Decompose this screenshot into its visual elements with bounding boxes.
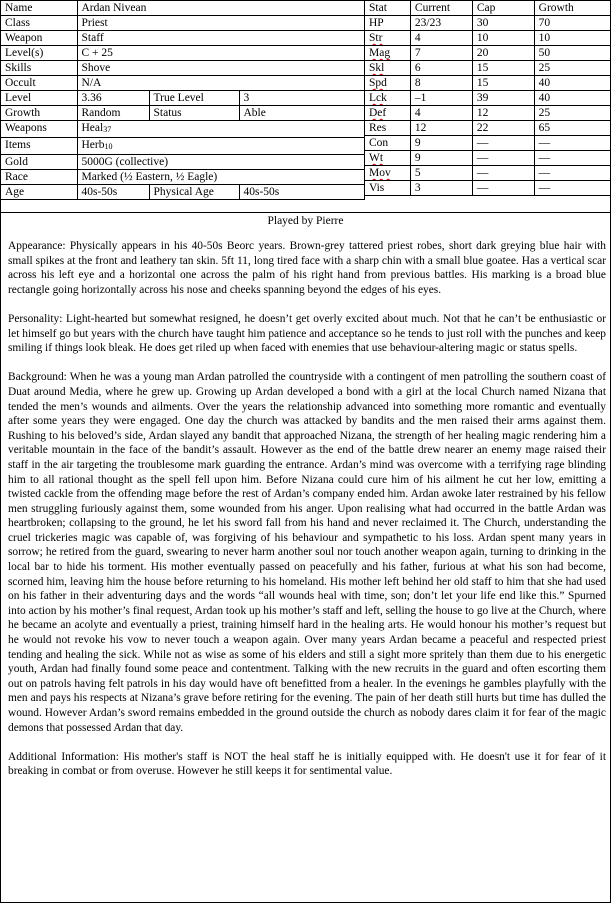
stat-name — [365, 76, 411, 91]
stat-growth: 70 — [534, 16, 610, 31]
stat-row-wt — [365, 151, 611, 166]
stat-cap: 22 — [472, 121, 534, 136]
row-growth — [1, 106, 364, 121]
stat-name — [365, 46, 411, 61]
stat-cap: — — [472, 136, 534, 151]
row-gold — [1, 155, 364, 170]
stat-abbrev: Wt — [369, 152, 384, 164]
stat-cap: — — [472, 181, 534, 196]
stat-cap: — — [472, 151, 534, 166]
header-stat: Stat — [365, 1, 411, 16]
stat-current: 7 — [410, 46, 472, 61]
stats-header-row — [365, 1, 611, 16]
stat-abbrev: Def — [369, 107, 387, 119]
label-class: Class — [1, 16, 77, 31]
stat-current: 12 — [410, 121, 472, 136]
value-level: 3.36 — [77, 91, 149, 106]
stat-name — [365, 31, 411, 46]
stat-cap: — — [472, 166, 534, 181]
stat-name: Res — [365, 121, 411, 136]
stat-cap: 20 — [472, 46, 534, 61]
stat-name: Con — [365, 136, 411, 151]
stat-current: 8 — [410, 76, 472, 91]
stat-name — [365, 61, 411, 76]
label-physical-age: Physical Age — [149, 185, 239, 200]
stat-current: 6 — [410, 61, 472, 76]
item-herb: Herb — [81, 139, 105, 151]
stat-current: 4 — [410, 31, 472, 46]
value-skills: Shove — [77, 61, 364, 76]
value-items — [77, 138, 364, 155]
row-race — [1, 170, 364, 185]
stat-cap: 15 — [472, 76, 534, 91]
stat-growth: — — [534, 181, 610, 196]
stat-abbrev: Str — [369, 32, 383, 44]
value-name: Ardan Nivean — [77, 1, 364, 16]
stats-table — [364, 1, 610, 196]
label-skills: Skills — [1, 61, 77, 76]
value-gold: 5000G (collective) — [77, 155, 364, 170]
stat-current: 4 — [410, 106, 472, 121]
stat-name — [365, 106, 411, 121]
value-weapons — [77, 121, 364, 138]
background-paragraph: Background: When he was a young man Ardan patrolled the countryside with a contingent of men patrolling the southern coast of Duat around Media, where he grew up. Growing up Ardan developed a bond with a girl at the local Church named Nizana that tended the men’s wounds and ailments. Over the years the relationship advanced into something more romantic and eventually after some years they were engaged. One day the church was attacked by bandits and the men raised their arms against them. Rushing to his beloved’s side, Ardan slayed any bandit that approached Nizana, the strength of her healing magic rendering him a veritable mountain in the face of the bandit’s assault. However as the end of the battle drew nearer an enemy mage raised their staff in the air targeting the troublesome mark guarding the entrance. Ardan’s mind was overcome with a terrifying rage blinding him to all rational thought as the spell fell upon him. Before Nizana could cure him of his ailment he cut her low, emitting a twisted cackle from the offending mage before the rest of Ardan’s company ended him. Ardan awoke later restrained by his fellow men struggling furiously against them, some wounded from his anger. Upon realising what had occurred in the battle Ardan was heartbroken; collapsing to the ground, he let his sword fall from his hand and never reclaimed it. The Church, understanding the cruel trickeries magic was capable of, was forgiving of his behaviour and sympathetic to his loss. Ardan spent many years in sorrow; he retired from the guard, swearing to never harm another soul nor touch another weapon again, turning to drinking in the local bar to hide his torment. His mother eventually passed on peacefully and his father, furious at what his son had become, scorned him, leaving him the house before returning to his homeland. His mother left behind her old staff to him that she had used on his father in their adventuring days and the words “all wounds heal with time, son; don’t let your life end like this.” Spurned into action by his mother’s final request, Ardan took up his mother’s staff and left, selling the house to go live at the Church, where he became an acolyte and eventually a priest, training himself hard in the healing arts. He would honour his mother’s request but he would not revoke his vow to never touch a weapon again. Over many years Ardan became a peaceful and respected priest tending and healing the sick. While not as wise as some of his elders and still a sight more spritely than them due to his energetic youth, Ardan had finally found some peace and contentment. Talking with the new recruits in the guard and often escorting them out on patrols having felt patrols in his day would have oft benefitted from a healer. In the evenings he gambles playfully with the men and pays his respects at Nizana’s grave before retiring for the evening. The pain of her death still hurts but time has dulled the wound. However Ardan’s sword remains embedded in the ground outside the church as nobody dares claim it for fear of the magic demons that possessed Ardan that day. — [8, 371, 606, 734]
stat-name — [365, 91, 411, 106]
value-age: 40s-50s — [77, 185, 149, 200]
stat-growth: 40 — [534, 91, 610, 106]
stat-abbrev: Mov — [369, 167, 391, 179]
stat-name — [365, 151, 411, 166]
row-levels — [1, 46, 364, 61]
stat-growth: 50 — [534, 46, 610, 61]
stat-current: 3 — [410, 181, 472, 196]
row-occult — [1, 76, 364, 91]
header-current: Current — [410, 1, 472, 16]
stat-growth: 10 — [534, 31, 610, 46]
stat-name — [365, 166, 411, 181]
label-true-level: True Level — [149, 91, 239, 106]
stat-cap: 12 — [472, 106, 534, 121]
row-weapon — [1, 31, 364, 46]
character-info-table — [1, 1, 365, 200]
stat-growth: 25 — [534, 106, 610, 121]
value-true-level: 3 — [239, 91, 364, 106]
appearance-paragraph: Appearance: Physically appears in his 40-50s Beorc years. Brown-grey tattered priest robes, short dark greying blue hair with small spikes at the front and leathery tan skin. 5ft 11, long tired face with a sharp chin with a small blue goatee. Has a vertical scar across his left eye and a horizontal one across the palm of his right hand from previous battles. His marking is a broad blue rectangle going horizontally across his nose and cheeks spanning beyond the edges of his eyes. — [8, 240, 606, 296]
stat-current: 23/23 — [410, 16, 472, 31]
label-growth: Growth — [1, 106, 77, 121]
value-levels: C + 25 — [77, 46, 364, 61]
stat-growth: — — [534, 151, 610, 166]
value-weapon: Staff — [77, 31, 364, 46]
personality-paragraph: Personality: Light-hearted but somewhat resigned, he doesn’t get overly excited about much. Not that he can’t be enthusiastic or let himself go but years with the church have taught him patience and acceptance so he tends to just roll with the punches and keep smiling if things look bleak. He does get riled up when faced with enemies that use behaviour-altering magic or status spells. — [8, 312, 606, 355]
header-growth: Growth — [534, 1, 610, 16]
stat-abbrev: Skl — [369, 62, 385, 74]
label-race: Race — [1, 170, 77, 185]
label-age: Age — [1, 185, 77, 200]
stat-row-mov — [365, 166, 611, 181]
value-race: Marked (½ Eastern, ½ Eagle) — [77, 170, 364, 185]
value-physical-age: 40s-50s — [239, 185, 364, 200]
stat-cap: 10 — [472, 31, 534, 46]
stat-cap: 15 — [472, 61, 534, 76]
value-occult: N/A — [77, 76, 364, 91]
stat-row-skl — [365, 61, 611, 76]
stat-current: –1 — [410, 91, 472, 106]
label-items: Items — [1, 138, 77, 155]
stat-name: HP — [365, 16, 411, 31]
label-occult: Occult — [1, 76, 77, 91]
stat-current: 5 — [410, 166, 472, 181]
character-description — [8, 239, 606, 794]
stat-current: 9 — [410, 151, 472, 166]
row-items — [1, 138, 364, 155]
row-age — [1, 185, 364, 200]
value-growth: Random — [77, 106, 149, 121]
stat-current: 9 — [410, 136, 472, 151]
row-skills — [1, 61, 364, 76]
stat-abbrev: Mag — [369, 47, 391, 59]
label-status: Status — [149, 106, 239, 121]
row-level — [1, 91, 364, 106]
stat-row-vis — [365, 181, 611, 196]
stat-row-str — [365, 31, 611, 46]
stat-row-res — [365, 121, 611, 136]
played-by-line: Played by Pierre — [1, 212, 610, 228]
header-cap: Cap — [472, 1, 534, 16]
stat-abbrev: Lck — [369, 92, 387, 104]
stat-cap: 39 — [472, 91, 534, 106]
value-status: Able — [239, 106, 364, 121]
stat-row-con — [365, 136, 611, 151]
label-weapons: Weapons — [1, 121, 77, 138]
stat-row-hp — [365, 16, 611, 31]
row-weapons — [1, 121, 364, 138]
stat-growth: — — [534, 166, 610, 181]
stat-row-lck — [365, 91, 611, 106]
row-class — [1, 16, 364, 31]
stat-row-def — [365, 106, 611, 121]
row-name — [1, 1, 364, 16]
stat-cap: 30 — [472, 16, 534, 31]
label-weapon: Weapon — [1, 31, 77, 46]
stat-growth: 25 — [534, 61, 610, 76]
label-name: Name — [1, 1, 77, 16]
additional-info-paragraph: Additional Information: His mother's staff is NOT the heal staff he is initially equipped with. He doesn't use it for fear of it breaking in combat or from overuse. However he still keeps it for sentimental value. — [8, 750, 606, 778]
item-herb-uses: 10 — [104, 142, 113, 151]
weapon-heal-uses: 37 — [103, 125, 112, 134]
weapon-heal: Heal — [81, 122, 104, 134]
stat-abbrev: Spd — [369, 77, 387, 89]
value-class: Priest — [77, 16, 364, 31]
stat-growth: 40 — [534, 76, 610, 91]
label-levels: Level(s) — [1, 46, 77, 61]
label-level: Level — [1, 91, 77, 106]
stat-growth: 65 — [534, 121, 610, 136]
stat-growth: — — [534, 136, 610, 151]
label-gold: Gold — [1, 155, 77, 170]
stat-name: Vis — [365, 181, 411, 196]
stat-row-spd — [365, 76, 611, 91]
stat-row-mag — [365, 46, 611, 61]
